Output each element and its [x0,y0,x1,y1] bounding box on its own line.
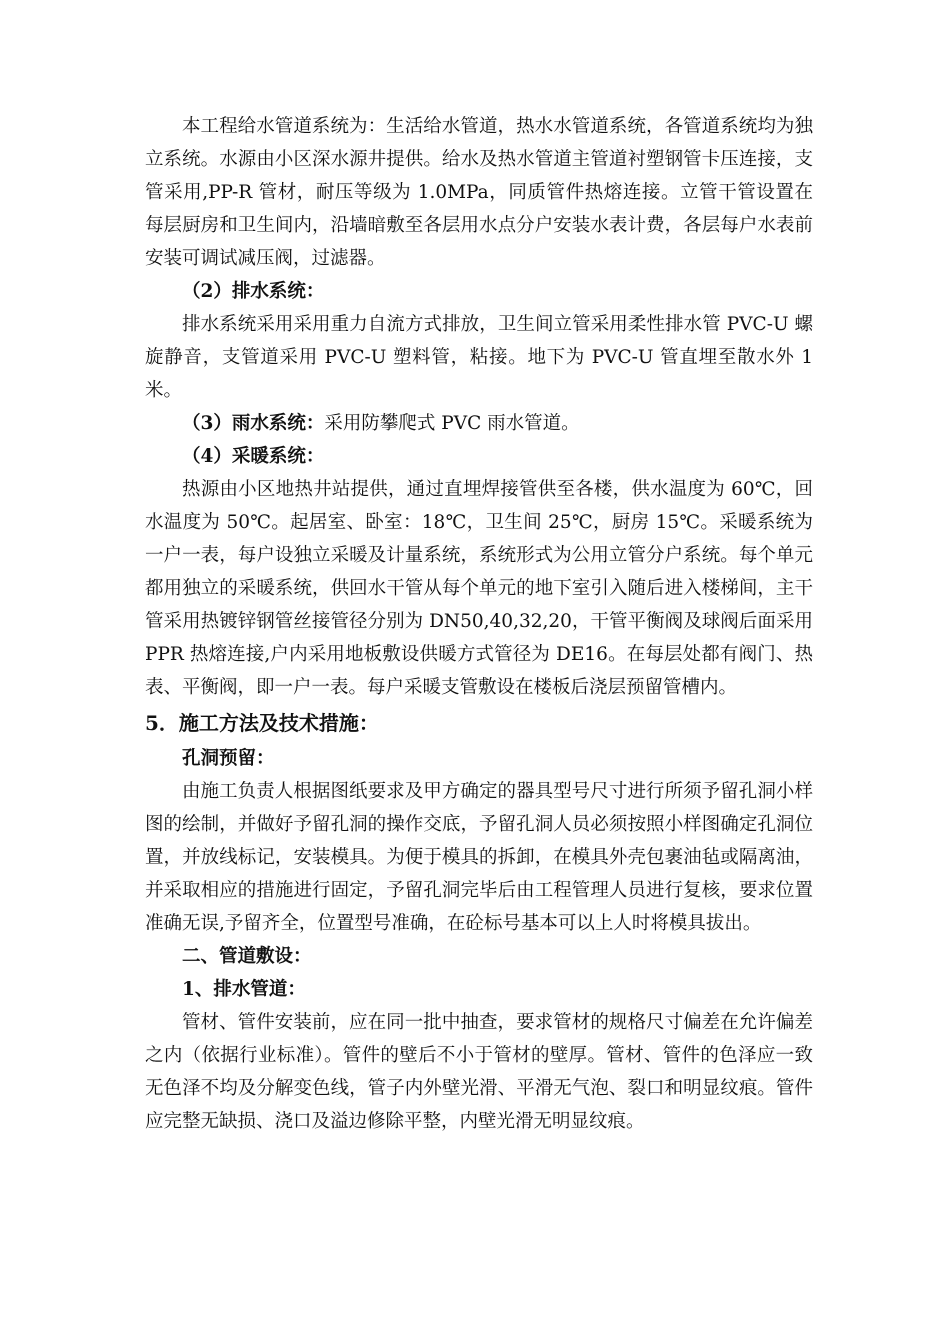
heating-system-heading: （4）采暖系统： [182,446,325,467]
pipe-laying-heading: 二、管道敷设： [182,946,312,967]
drain-pipe-heading: 1、排水管道： [182,979,306,1000]
drain-pipe-paragraph: 管材、管件安装前，应在同一批中抽查，要求管材的规格尺寸偏差在允许偏差之内（依据行业标准）。管件的壁后不小于管材的壁厚。管材、管件的色泽应一致无色泽不均及分解变色线，管子内外壁光滑、平滑无气泡、裂口和明显纹痕。管件应完整无缺损、浇口及溢边修除平整，内壁光滑无明显纹痕。 [145,1012,813,1132]
water-supply-paragraph: 本工程给水管道系统为：生活给水管道，热水水管道系统，各管道系统均为独立系统。水源由小区深水源井提供。给水及热水管道主管道衬塑钢管卡压连接，支管采用,PP-R 管材，耐压等级为 1.0MPa，同质管件热熔连接。立管干管设置在每层厨房和卫生间内，沿墙暗敷至各层用水点分户安装水表计费，各层每户水表前安装可调试减压阀，过滤器。 [145,116,813,269]
rainwater-line [145,407,813,440]
hole-reservation-paragraph: 由施工负责人根据图纸要求及甲方确定的器具型号尺寸进行所须予留孔洞小样图的绘制，并做好予留孔洞的操作交底，予留孔洞人员必须按照小样图确定孔洞位置，并放线标记，安装模具。为便于模具的拆卸，在模具外壳包裹油毡或隔离油，并采取相应的措施进行固定，予留孔洞完毕后由工程管理人员进行复核，要求位置准确无误,予留齐全，位置型号准确，在砼标号基本可以上人时将模具拔出。 [145,781,813,934]
rainwater-text: 采用防攀爬式 PVC 雨水管道。 [324,413,580,434]
heating-paragraph: 热源由小区地热井站提供，通过直埋焊接管供至各楼，供水温度为 60℃，回水温度为 50℃。起居室、卧室：18℃，卫生间 25℃，厨房 15℃。采暖系统为一户一表，每户设独立采暖及计量系统，系统形式为公用立管分户系统。每个单元都用独立的采暖系统，供回水干管从每个单元的地下室引入随后进入楼梯间，主干管采用热镀锌钢管丝接管径分别为 DN50,40,32,20，干管平衡阀及球阀后面采用 PPR 热熔连接,户内采用地板敷设供暖方式管径为 DE16。在每层处都有阀门、热表、平衡阀，即一户一表。每户采暖支管敷设在楼板后浇层预留管槽内。 [145,479,813,698]
document-body [145,110,813,1138]
section-5-heading: 5．施工方法及技术措施： [145,711,379,735]
drainage-system-heading: （2）排水系统： [182,281,325,302]
drainage-paragraph: 排水系统采用采用重力自流方式排放，卫生间立管采用柔性排水管 PVC-U 螺旋静音，支管道采用 PVC-U 塑料管，粘接。地下为 PVC-U 管直埋至散水外 1 米。 [145,314,813,401]
rainwater-heading: （3）雨水系统： [182,413,325,434]
hole-reservation-heading: 孔洞预留： [182,748,275,769]
